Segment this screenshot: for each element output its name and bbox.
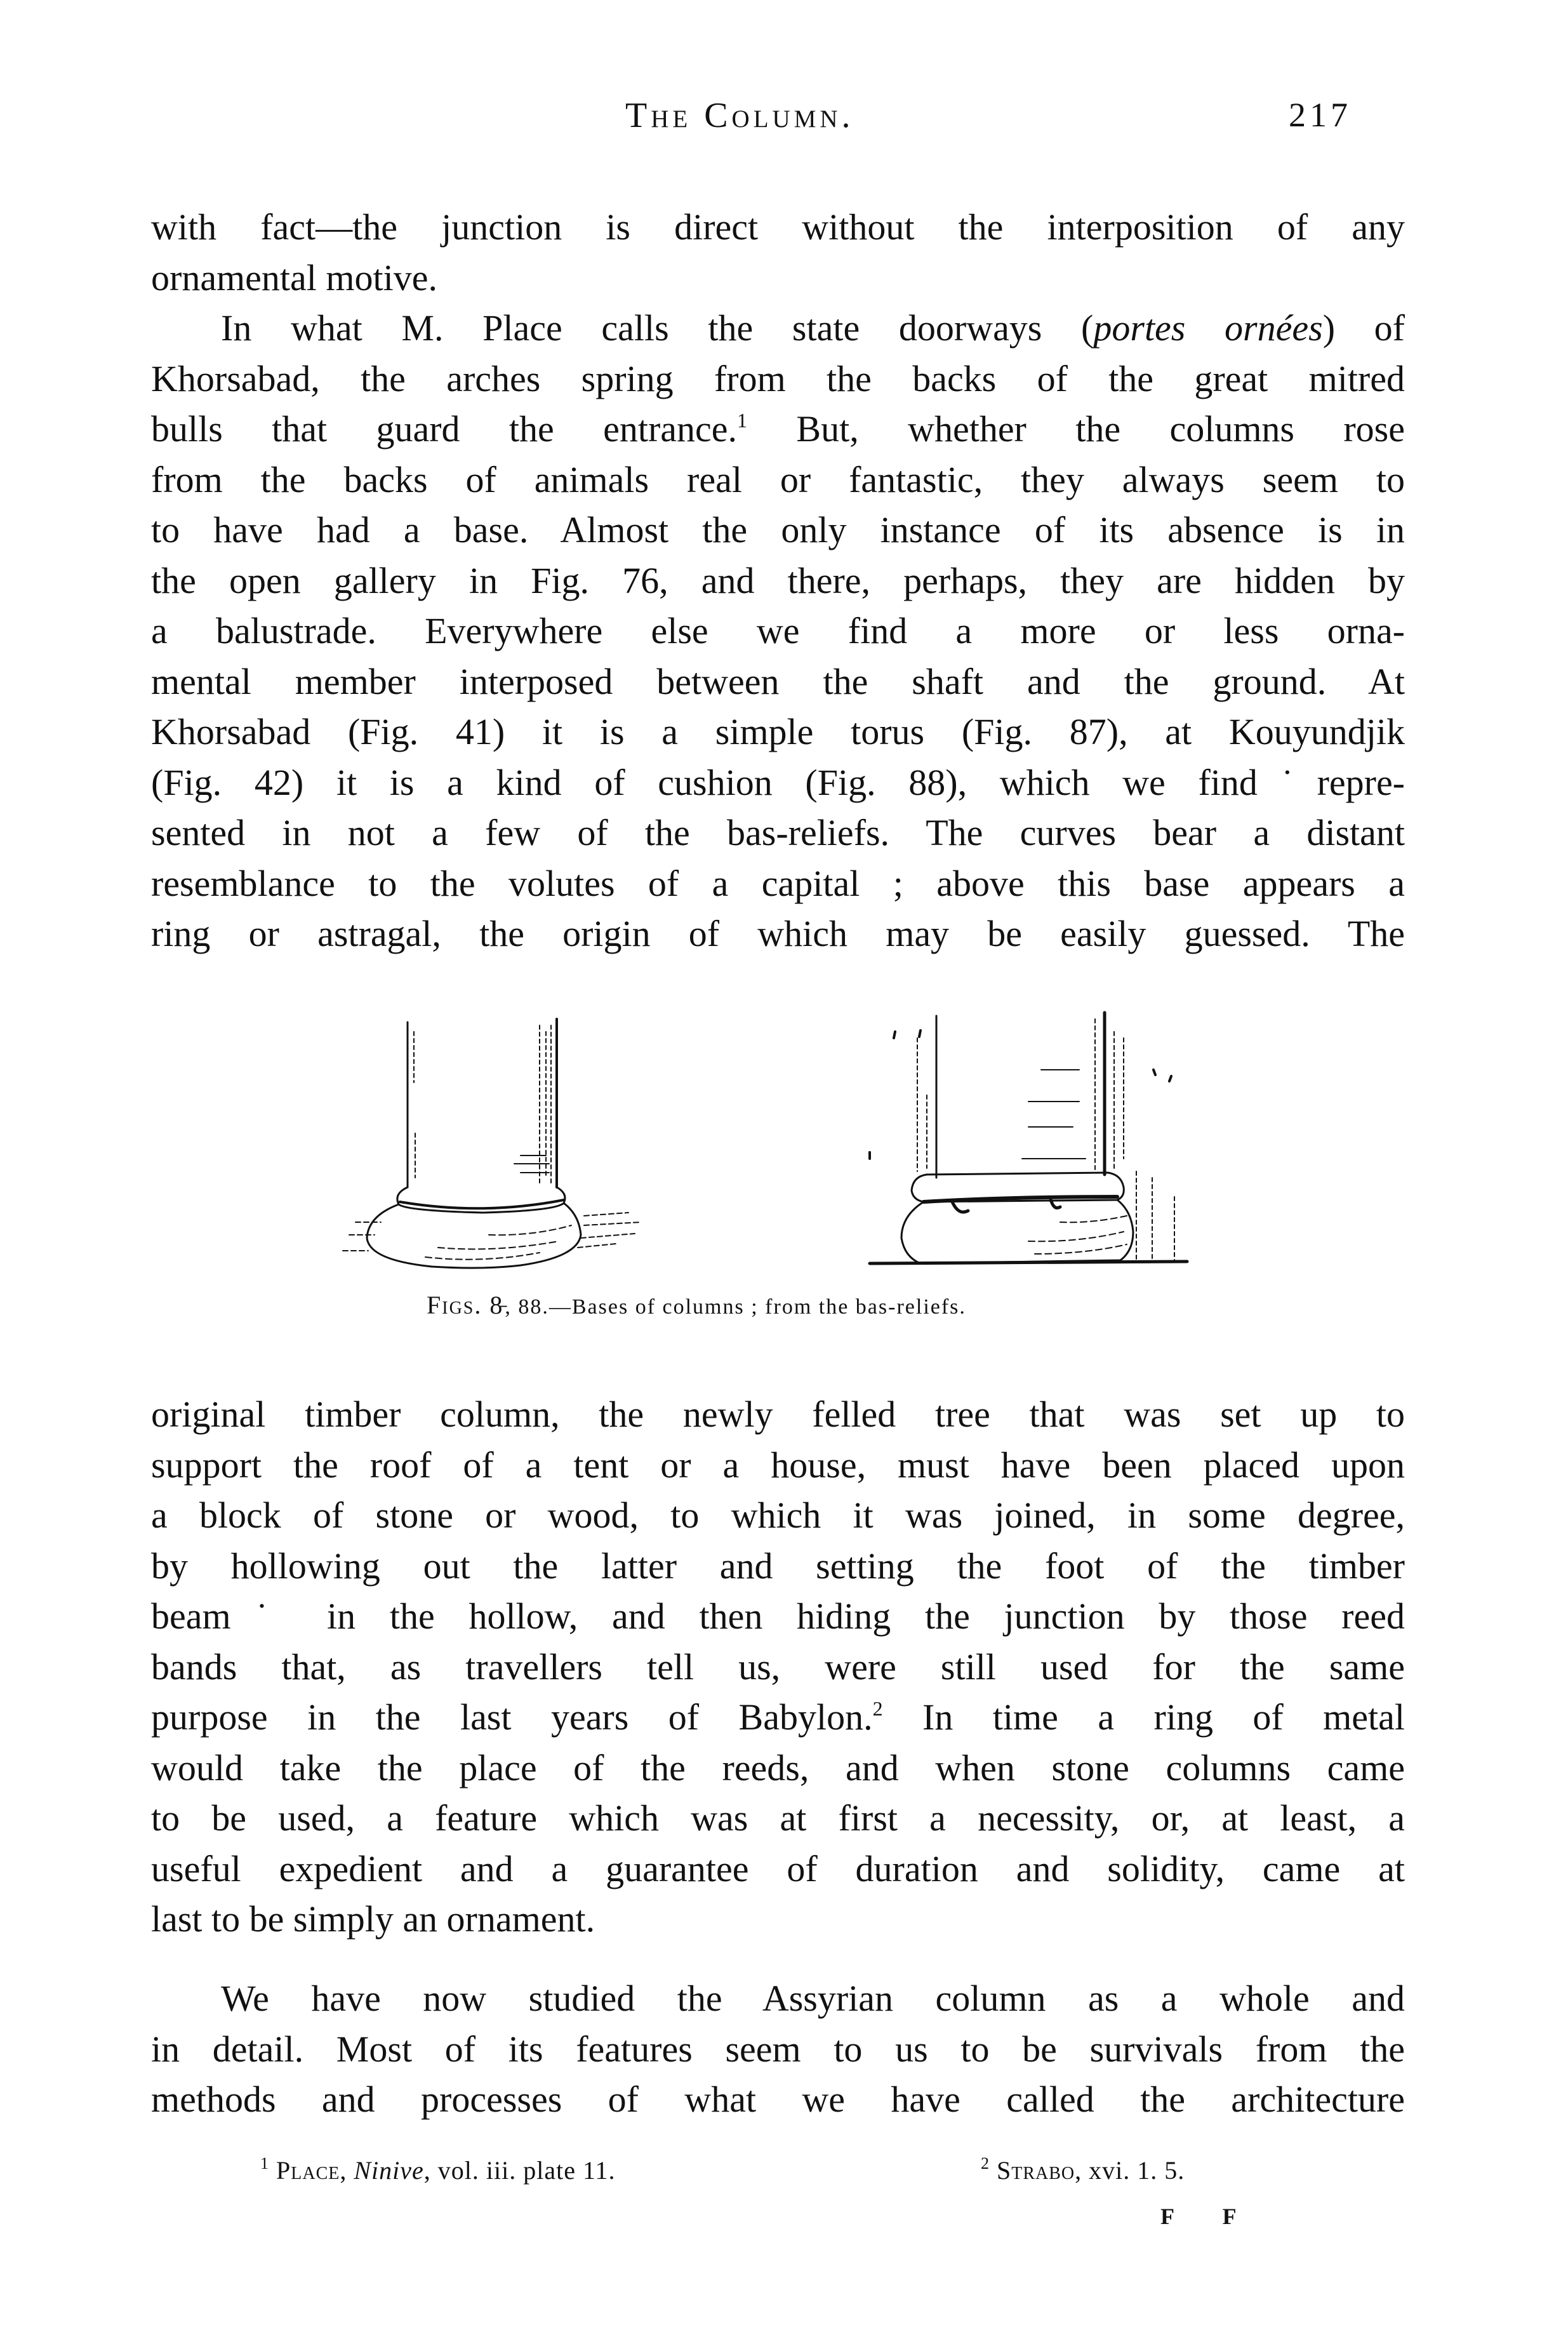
text-line: sented in not a few of the bas-reliefs. The curves bear a distant bbox=[151, 812, 1405, 853]
page-number: 217 bbox=[1289, 96, 1352, 134]
text-line: useful expedient and a guarantee of duration and solidity, came at bbox=[151, 1848, 1405, 1889]
text-line: with fact—the junction is direct without the interposition of any bbox=[151, 206, 1405, 248]
text-line: Khorsabad, the arches spring from the backs of the great mitred bbox=[151, 357, 1405, 399]
text-line: to be used, a feature which was at first a necessity, or, at least, a bbox=[151, 1797, 1405, 1839]
text-line: resemblance to the volutes of a capital ; above this base appears a bbox=[151, 862, 1405, 904]
caption-text: ̵, 88.—Bases of columns ; from the bas-reliefs. bbox=[503, 1295, 966, 1319]
footnote-ref-2[interactable]: 2 bbox=[872, 1697, 883, 1720]
text-line: by hollowing out the latter and setting the foot of the timber bbox=[151, 1545, 1405, 1587]
text-line: in detail. Most of its features seem to us to be survivals from the bbox=[151, 2028, 1405, 2070]
text-line: would take the place of the reeds, and when stone columns came bbox=[151, 1747, 1405, 1788]
paragraph-block-2 bbox=[151, 1389, 1405, 1945]
text-line bbox=[151, 1692, 1405, 1743]
italic-phrase: portes ornées bbox=[1093, 307, 1323, 349]
paragraph-block-1 bbox=[151, 202, 1405, 959]
text-line: original timber column, the newly felled tree that was set up to bbox=[151, 1394, 1405, 1435]
text-fragment: But, whether the columns rose bbox=[747, 408, 1405, 449]
footnote-mark: 1 bbox=[260, 2154, 269, 2173]
text-line: support the roof of a tent or a house, must have been placed upon bbox=[151, 1444, 1405, 1486]
text-line: (Fig. 42) it is a kind of cushion (Fig. 88), which we find˙repre- bbox=[151, 761, 1405, 803]
text-line: Khorsabad (Fig. 41) it is a simple torus (Fig. 87), at Kouyundjik bbox=[151, 711, 1405, 752]
text-line: We have now studied the Assyrian column as a whole and bbox=[221, 1978, 1405, 2019]
text-line: last to be simply an ornament. bbox=[151, 1898, 595, 1940]
running-head: The Column. bbox=[625, 96, 854, 135]
caption-label: Figs. 8 bbox=[427, 1291, 504, 1319]
footnote-rest: , vol. iii. plate 11. bbox=[423, 2156, 616, 2185]
text-fragment: ) of bbox=[1322, 307, 1405, 349]
text-line bbox=[151, 303, 1405, 354]
paragraph-block-3 bbox=[151, 1973, 1405, 2125]
text-line: a balustrade. Everywhere else we find a more or less orna- bbox=[151, 610, 1405, 651]
text-fragment: purpose in the last years of Babylon. bbox=[151, 1696, 873, 1738]
figure-88-cushion-base bbox=[838, 1006, 1219, 1279]
text-fragment: In time a ring of metal bbox=[882, 1696, 1405, 1738]
figure-caption bbox=[427, 1290, 966, 1320]
text-line: methods and processes of what we have called the architecture bbox=[151, 2079, 1405, 2120]
signature-mark: F F bbox=[1160, 2204, 1258, 2229]
footnote-2 bbox=[981, 2155, 1185, 2185]
text-line: ring or astragal, the origin of which may be easily guessed. The bbox=[151, 913, 1405, 954]
footnote-title: Ninive bbox=[354, 2156, 424, 2185]
footnote-author: Strabo bbox=[997, 2156, 1075, 2185]
text-line: beam˙ in the hollow, and then hiding the junction by those reed bbox=[151, 1595, 1405, 1637]
footnote-1: $^1$ Place, Ninive, vol. iii. plate 11. bbox=[260, 2154, 616, 2185]
text-line: a block of stone or wood, to which it was joined, in some degree, bbox=[151, 1495, 1405, 1536]
text-line: the open gallery in Fig. 76, and there, perhaps, they are hidden by bbox=[151, 559, 1405, 601]
text-fragment: bulls that guard the entrance. bbox=[151, 408, 738, 449]
text-fragment: In what M. Place calls the state doorways ( bbox=[221, 307, 1094, 349]
text-line: mental member interposed between the shaft and the ground. At bbox=[151, 660, 1405, 702]
footnote-author: Place bbox=[276, 2156, 340, 2185]
text-line: bands that, as travellers tell us, were still used for the same bbox=[151, 1646, 1405, 1688]
figure-87-torus-base bbox=[330, 1006, 686, 1279]
text-line: to have had a base. Almost the only instance of its absence is in bbox=[151, 509, 1405, 550]
text-line: from the backs of animals real or fantastic, they always seem to bbox=[151, 458, 1405, 500]
text-line bbox=[151, 404, 1405, 455]
footnote-mark: 2 bbox=[981, 2154, 990, 2173]
footnote-ref-1[interactable]: 1 bbox=[737, 409, 748, 432]
footnote-rest: , xvi. 1. 5. bbox=[1075, 2156, 1185, 2185]
text-line: ornamental motive. bbox=[151, 256, 437, 298]
